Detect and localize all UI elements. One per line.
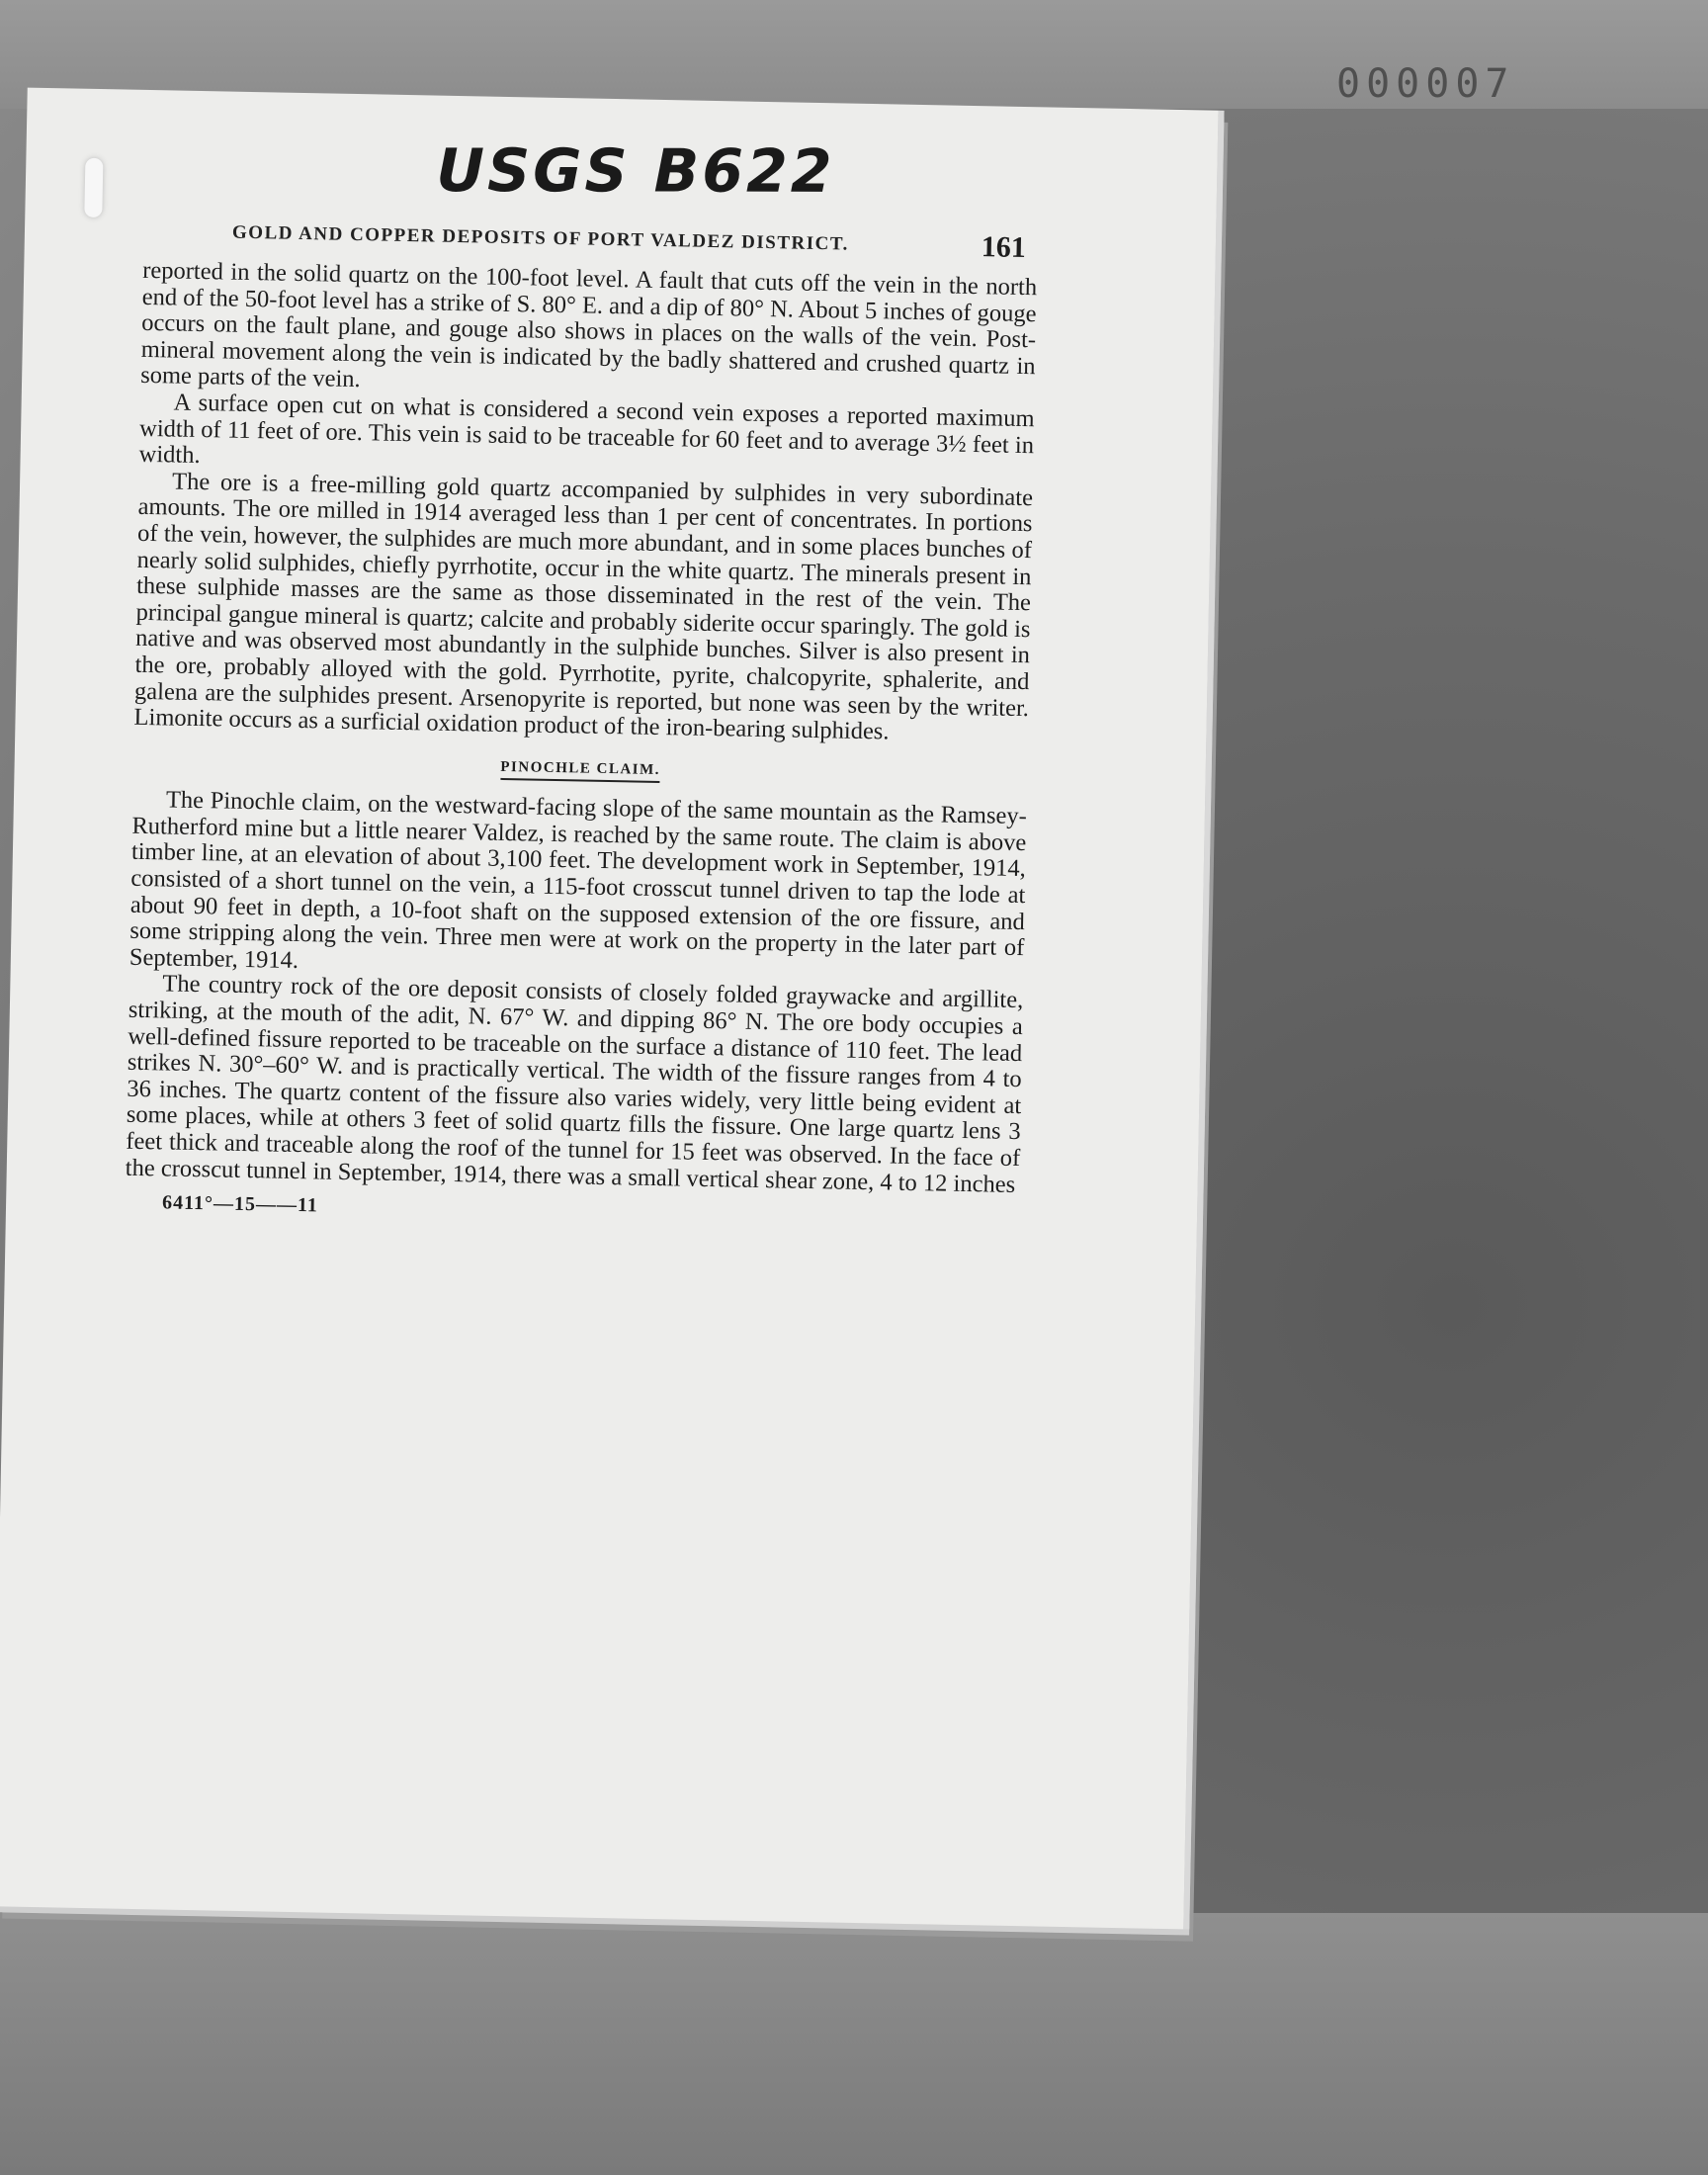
- document-page: [0, 88, 1219, 1930]
- paragraph-country-rock: The country rock of the ore deposit consists of closely folded graywacke and argillite, striking, at the mouth of the adit, N. 67° W. and dipping 86° N. The ore body occupies a well-defined fissure reported to be traceable on the surface a distance of 110 feet. The lead strikes N. 30°–60° W. and is practically vertical. The width of the fissure ranges from 4 to 36 inches. The quartz content of the fissure also varies widely, very little being evident at some places, while at others 3 feet of solid quartz fills the fissure. One large quartz lens 3 feet thick and traceable along the roof of the tunnel for 15 feet was observed. In the face of the crosscut tunnel in September, 1914, there was a small vertical shear zone, 4 to 12 inches: [125, 970, 1024, 1198]
- paragraph-pinochle-claim: The Pinochle claim, on the westward-facing slope of the same mountain as the Ramsey-Rutherford mine but a little nearer Valdez, is reached by the same route. The claim is above timber line, at an elevation of about 3,100 feet. The development work in September, 1914, consisted of a short tunnel on the vein, a 115-foot crosscut tunnel driven to tap the lode at about 90 feet in depth, a 10-foot shaft on the supposed extension of the ore fissure, and some stripping along the vein. Three men were at work on the property in the later part of September, 1914.: [128, 786, 1028, 974]
- running-head: GOLD AND COPPER DEPOSITS OF PORT VALDEZ DISTRICT.: [231, 221, 850, 255]
- staple-mark: [84, 158, 103, 218]
- section-heading: [132, 746, 1027, 790]
- section-heading-text: PINOCHLE CLAIM.: [500, 759, 660, 783]
- paragraph-ore-description: The ore is a free-milling gold quartz accompanied by sulphides in very subordinate amounts. The ore milled in 1914 averaged less than 1 per cent of concentrates. In portions of the vein, however, the sulphides are much more abundant, and in some places bunches of nearly solid sulphides, chiefly pyrrhotite, occur in the white quartz. The minerals present in these sulphide masses are the same as those disseminated in the rest of the vein. The principal gangue mineral is quartz; calcite and probably siderite occur sparingly. The gold is native and was observed most abundantly in the sulphide bunches. Silver is also present in the ore, probably alloyed with the gold. Pyrrhotite, pyrite, chalcopyrite, sphalerite, and galena are the sulphides present. Arsenopyrite is reported, but none was seen by the writer. Limonite occurs as a surficial oxidation product of the iron-bearing sulphides.: [133, 468, 1034, 745]
- page-number: 161: [981, 230, 1027, 265]
- paragraph-open-cut: A surface open cut on what is considered a second vein exposes a reported maximum width of 11 feet of ore. This vein is said to be traceable for 60 feet and to average 3½ feet in width.: [138, 389, 1035, 470]
- body-text: [125, 258, 1037, 1233]
- scan-bottom-band: [0, 1913, 1708, 2175]
- handwritten-label: USGS B622: [436, 136, 835, 207]
- paragraph-continued: reported in the solid quartz on the 100-foot level. A fault that cuts off the vein in the north end of the 50-foot level has a strike of S. 80° E. and a dip of 80° N. About 5 inches of gouge occurs on the fault plane, and gouge also shows in places on the walls of the vein. Post-mineral movement along the vein is indicated by the badly shattered and crushed quartz in some parts of the vein.: [139, 256, 1038, 393]
- signature-line: 6411°—15——11: [161, 1191, 319, 1217]
- scan-stamp-number: 000007: [1336, 61, 1515, 107]
